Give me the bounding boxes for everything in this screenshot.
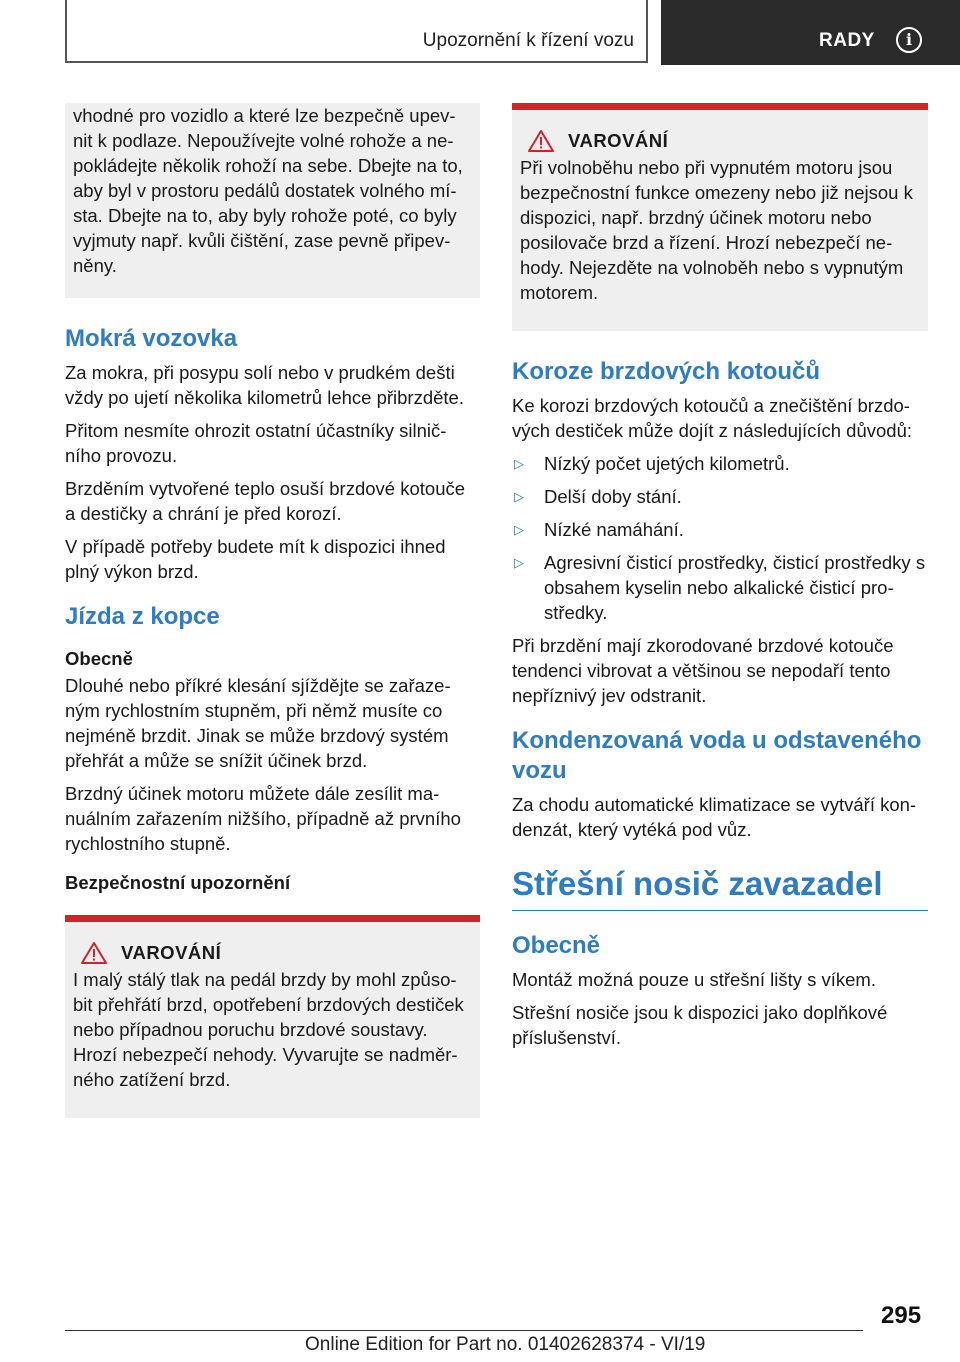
list-item-text: Nízké namáhání.	[544, 519, 684, 540]
list-item-text: Nízký počet ujetých kilometrů.	[544, 453, 790, 474]
warning-box	[65, 915, 480, 1118]
section-heading-general: Obecně	[512, 932, 601, 959]
right-column	[512, 103, 928, 1058]
warning-title: VAROVÁNÍ	[121, 942, 222, 963]
section-heading-condensate: Kondenzovaná voda u odstaveného vozu	[512, 727, 922, 784]
list-item	[512, 517, 928, 542]
intro-note-text: vhodné pro vozidlo a které lze bezpečně upev-nit k podlaze. Nepoužívejte volné rohože a ne-pokládejte několik rohoží na sebe. Dbejte na to, aby byl v prostoru pedálů dostatek volného mí-sta. Dbejte na to, aby byly rohože poté, co byly vyjmuty např. kvůli čištění, zase pevně připev-něny.	[73, 105, 463, 276]
warning-triangle-icon	[81, 942, 107, 964]
subheading-safety: Bezpečnostní upozornění	[65, 872, 291, 893]
warning-title-row	[520, 128, 920, 153]
triangle-bullet-icon: ▷	[514, 456, 524, 471]
page-number: 295	[881, 1302, 922, 1329]
warning-title: VAROVÁNÍ	[568, 130, 669, 151]
paragraph: Brzděním vytvořené teplo osuší brzdové kotouče a destičky a chrání je před korozí.	[65, 478, 466, 524]
list-item-text: Delší doby stání.	[544, 486, 682, 507]
warning-title-row	[73, 940, 472, 965]
header-section-tab	[65, 0, 648, 63]
paragraph: Střešní nosiče jsou k dispozici jako doplňkové příslušenství.	[512, 1002, 888, 1048]
list-item	[512, 451, 928, 476]
warning-text: I malý stálý tlak na pedál brzdy by mohl způso-bit přehřátí brzd, opotřebení brzdových destiček nebo případnou poruchu brzdové soustavy. Hrozí nebezpečí nehody. Vyvarujte se nadměr-ného zatížení brzd.	[73, 969, 464, 1090]
warning-triangle-icon	[528, 130, 554, 152]
chapter-title-roof-rack: Střešní nosič zavazadel	[512, 864, 928, 911]
paragraph: Za chodu automatické klimatizace se vytváří kon-denzát, který vytéká pod vůz.	[512, 794, 917, 840]
header-section-title: Upozornění k řízení vozu	[422, 30, 634, 51]
intro-note-box	[65, 103, 480, 298]
list-item	[512, 484, 928, 509]
header-chapter-label: RADY	[819, 30, 875, 51]
subheading-general: Obecně	[65, 648, 133, 669]
header-chapter-bar	[661, 0, 960, 65]
paragraph: Brzdný účinek motoru můžete dále zesílit ma-nuálním zařazením nižšího, případně až prvního rychlostního stupně.	[65, 783, 461, 854]
section-heading-corrosion: Koroze brzdových kotoučů	[512, 358, 821, 385]
footer-divider	[65, 1330, 863, 1331]
paragraph: Montáž možná pouze u střešní lišty s víkem.	[512, 969, 876, 990]
triangle-bullet-icon: ▷	[514, 522, 524, 537]
list-item	[512, 550, 928, 625]
triangle-bullet-icon: ▷	[514, 555, 524, 570]
list-item-text: Agresivní čisticí prostředky, čisticí prostředky s obsahem kyselin nebo alkalické čisticí pro-středky.	[544, 552, 926, 623]
warning-text: Při volnoběhu nebo při vypnutém motoru jsou bezpečnostní funkce omezeny nebo již nejsou k dispozici, např. brzdný účinek motoru nebo posilovače brzd a řízení. Hrozí nebezpečí ne-hody. Nejezděte na volnoběh nebo s vypnutým motorem.	[520, 157, 913, 303]
triangle-bullet-icon: ▷	[514, 489, 524, 504]
paragraph: Za mokra, při posypu solí nebo v prudkém dešti vždy po ujetí několika kilometrů lehce přibrzděte.	[65, 362, 464, 408]
info-circle-icon: i	[896, 27, 922, 53]
paragraph: V případě potřeby budete mít k dispozici ihned plný výkon brzd.	[65, 536, 446, 582]
warning-box	[512, 103, 928, 331]
left-column	[65, 103, 480, 1118]
footer-edition: Online Edition for Part no. 01402628374 - VI/19	[305, 1334, 706, 1355]
paragraph: Přitom nesmíte ohrozit ostatní účastníky silnič-ního provozu.	[65, 420, 447, 466]
paragraph: Při brzdění mají zkorodované brzdové kotouče tendenci vibrovat a většinou se nepodaří tento nepříznivý jev odstranit.	[512, 635, 894, 706]
paragraph: Ke korozi brzdových kotoučů a znečištění brzdo-vých destiček může dojít z následujících důvodů:	[512, 395, 913, 441]
paragraph: Dlouhé nebo příkré klesání sjíždějte se zařaze-ným rychlostním stupněm, při němž musíte co nejméně brzdit. Jinak se může brzdový systém přehřát a může se snížit účinek brzd.	[65, 675, 451, 771]
section-heading-downhill: Jízda z kopce	[65, 603, 220, 630]
section-heading-wet-road: Mokrá vozovka	[65, 325, 238, 352]
